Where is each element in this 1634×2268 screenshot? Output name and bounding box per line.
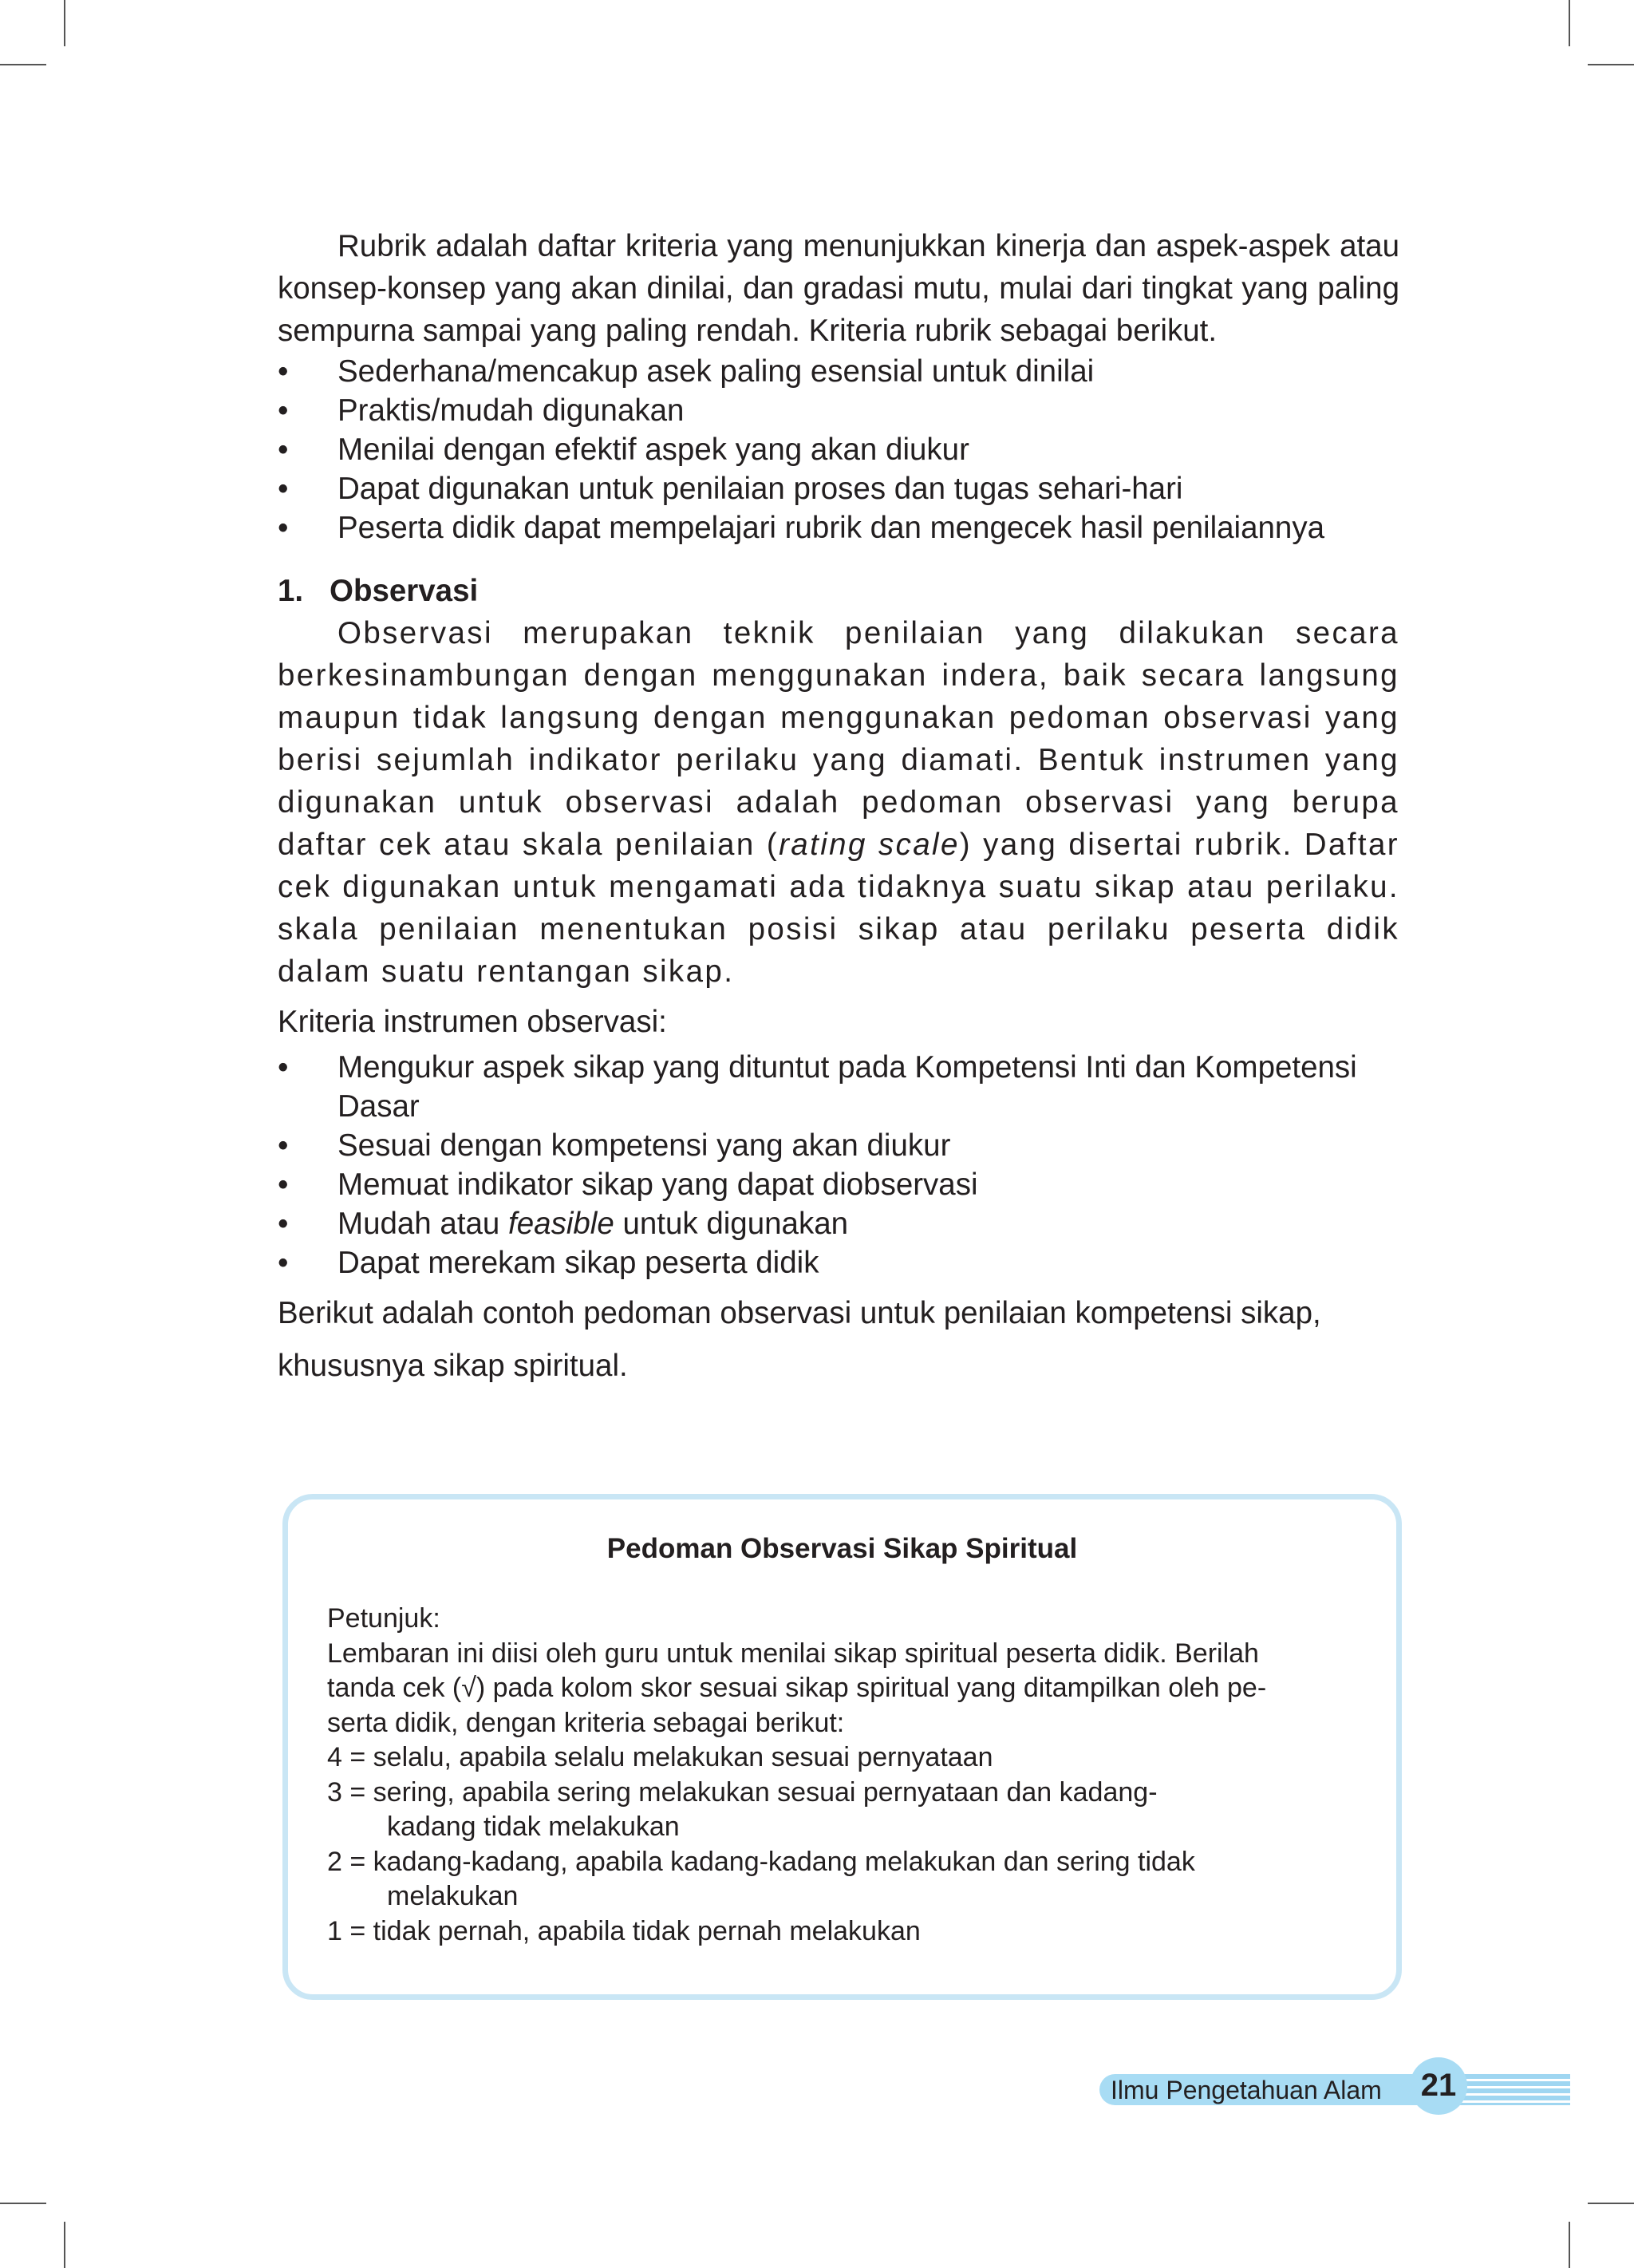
list-item: • Peserta didik dapat mempelajari rubrik dan mengecek hasil penilaiannya (278, 511, 1324, 545)
crop-mark (64, 2222, 65, 2268)
list-item: • Dapat merekam sikap peserta didik (278, 1246, 819, 1280)
crop-mark (64, 0, 65, 46)
crop-mark (0, 2203, 46, 2204)
crop-mark (1588, 2203, 1634, 2204)
rubric-criteria-list (278, 352, 1399, 547)
section-title: Observasi (330, 574, 479, 608)
list-item: • Memuat indikator sikap yang dapat diobservasi (278, 1168, 978, 1202)
crop-mark (0, 64, 46, 65)
list-item: • Sesuai dengan kompetensi yang akan diukur (278, 1128, 951, 1163)
rubric-paragraph: Rubrik adalah daftar kriteria yang menunjukkan kinerja dan aspek-aspek atau konsep-konsep yang akan dinilai, dan gradasi mutu, mulai dari tingkat yang paling sempurna sampai yang paling rendah. Kriteria rubrik sebagai berikut. (278, 229, 1399, 348)
page-number-badge (1410, 2057, 1467, 2115)
box-title: Pedoman Observasi Sikap Spiritual (606, 1533, 1078, 1564)
box-instructions: Petunjuk: Lembaran ini diisi oleh guru untuk menilai sikap spiritual peserta didik. Berilah tanda cek (√) pada kolom skor sesuai sikap spiritual yang ditampilkan oleh pe- serta didik, dengan kriteria sebagai berikut: 4 = selalu, apabila selalu melakukan sesuai pernyataan 3 = sering, apabila sering melakukan sesuai pernyataan dan kadang- kadang tidak melakukan 2 = kadang-kadang, apabila kadang-kadang melakukan dan sering tidak melakukan 1 = tidak pernah, apabila tidak pernah melakukan (327, 1602, 1380, 1949)
italic-term: rating scale (779, 828, 960, 862)
observation-paragraph: Observasi merupakan teknik penilaian yang dilakukan secara berkesinambungan dengan menggunakan indera, baik secara langsung maupun tidak langsung dengan menggunakan pedoman observasi yang berisi sejumlah indikator perilaku yang diamati. Bentuk instrumen yang digunakan untuk observasi adalah pedoman observasi yang berupa daftar cek atau skala penilaian (rating scale) yang disertai rubrik. Daftar cek digunakan untuk mengamati ada tidaknya suatu sikap atau perilaku. skala penilaian menentukan posisi sikap atau perilaku peserta didik dalam suatu rentangan sikap. (278, 616, 1399, 989)
closing-text: Berikut adalah contoh pedoman observasi untuk penilaian kompetensi sikap, khususnya sikap spiritual. (278, 1296, 1321, 1383)
page-content (278, 225, 1399, 1393)
criteria-label: Kriteria instrumen observasi: (278, 1005, 667, 1039)
page-number: 21 (1420, 2068, 1457, 2103)
list-item: • Praktis/mudah digunakan (278, 393, 685, 428)
list-item: • Mudah atau feasible untuk digunakan (278, 1207, 849, 1241)
list-item: • Menilai dengan efektif aspek yang akan diukur (278, 433, 969, 467)
section-heading (278, 570, 1399, 612)
list-item: • Sederhana/mencakup asek paling esensial untuk dinilai (278, 354, 1095, 389)
observation-guide-box (282, 1494, 1402, 2000)
instructions-label: Petunjuk: (327, 1603, 440, 1634)
crop-mark (1569, 0, 1570, 46)
crop-mark (1588, 64, 1634, 65)
section-number: 1. (278, 574, 304, 608)
list-item: • Mengukur aspek sikap yang dituntut pada Kompetensi Inti dan Kompetensi Dasar (278, 1050, 1357, 1124)
observation-criteria-list (278, 1048, 1399, 1282)
crop-mark (1569, 2222, 1570, 2268)
list-item: • Dapat digunakan untuk penilaian proses dan tugas sehari-hari (278, 472, 1183, 506)
footer-book-title: Ilmu Pengetahuan Alam (1111, 2076, 1382, 2104)
